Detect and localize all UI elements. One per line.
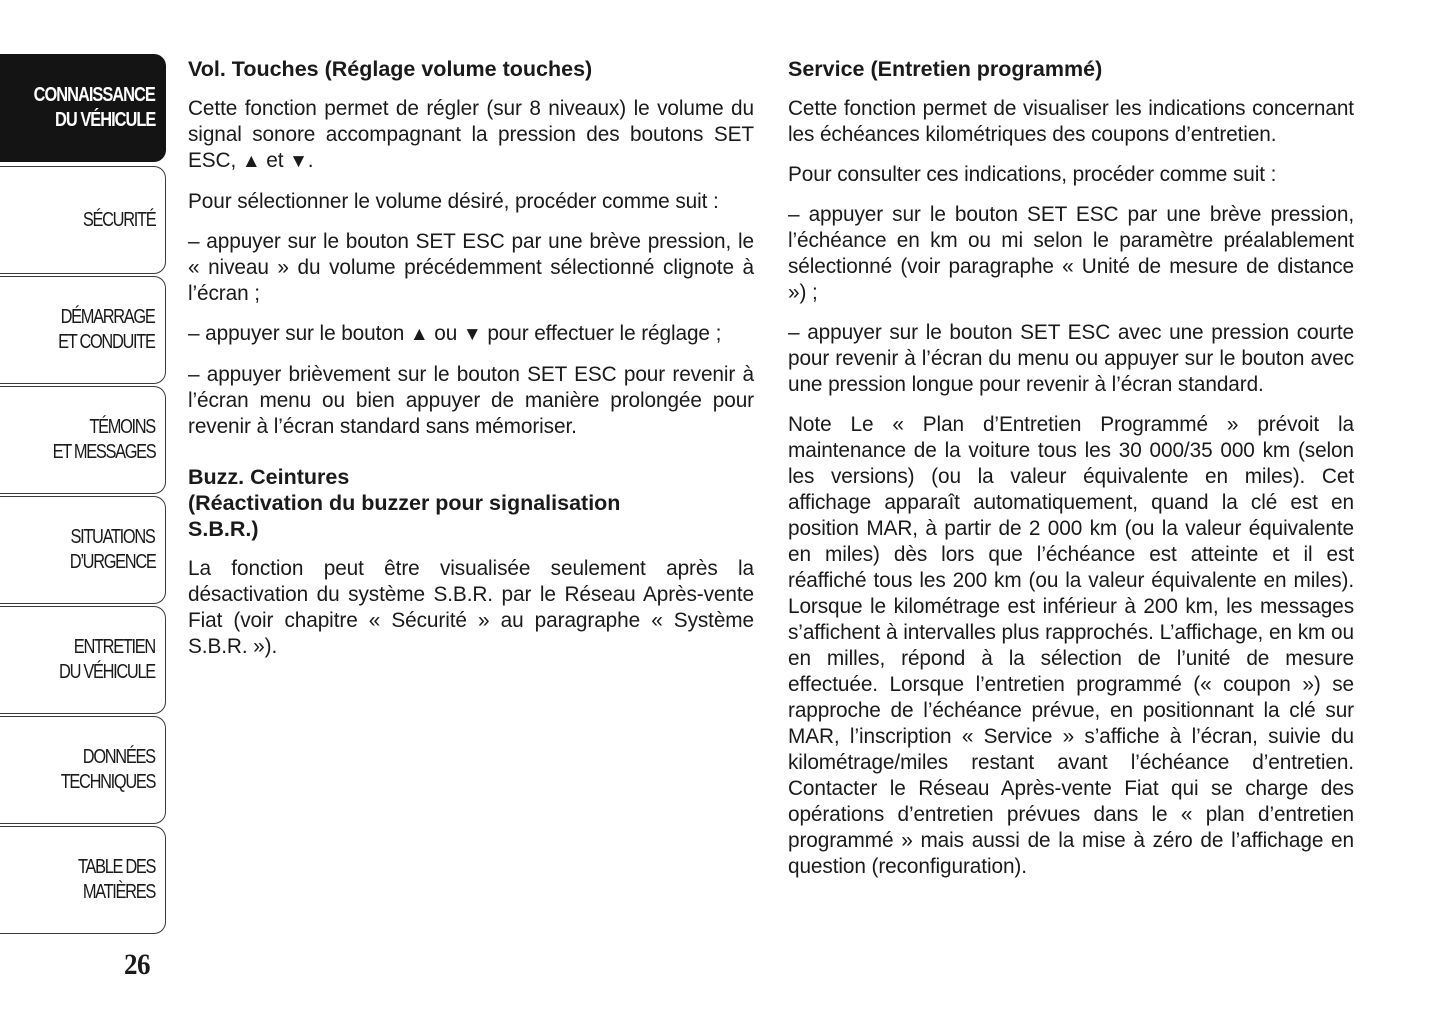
paragraph-buzz-description: La fonction peut être visualisée seulement après la désactivation du système S.B.R. par le Réseau Après-vente Fiat (voir chapitre « Sécurité » au paragraphe « Système S.B.R. »).: [188, 557, 754, 658]
tab-table-des-matieres[interactable]: [0, 826, 166, 934]
up-arrow-icon: ▲: [241, 151, 261, 172]
paragraph-step-2: [188, 321, 754, 348]
tab-situations-d-urgence[interactable]: [0, 496, 166, 604]
tab-label-line1: ENTRETIEN: [73, 636, 155, 658]
paragraph-step-2: – appuyer sur le bouton SET ESC avec une pression courte pour revenir à l’écran du menu ou appuyer sur le bouton avec une pression longue pour revenir à l’écran standard.: [788, 321, 1354, 396]
tab-label-line1: CONNAISSANCE: [33, 84, 155, 106]
tab-temoins-et-messages[interactable]: [0, 386, 166, 494]
tab-connaissance-du-vehicule[interactable]: [0, 54, 166, 162]
right-column: [788, 56, 1354, 894]
title-line: S.B.R.): [188, 517, 259, 541]
text: ou: [428, 322, 463, 345]
tab-label-line1: SÉCURITÉ: [82, 208, 155, 231]
section-title-buzz-ceintures: [188, 464, 754, 542]
text: .: [307, 149, 314, 172]
paragraph-step-1: – appuyer sur le bouton SET ESC par une brève pression, l’échéance en km ou mi selon le paramètre préalablement sélectionné (voir paragraphe « Unité de mesure de distance ») ;: [788, 203, 1354, 304]
tab-label-line2: ET MESSAGES: [52, 441, 155, 463]
down-arrow-icon: ▼: [289, 151, 308, 172]
left-column: [188, 56, 754, 674]
tab-donnees-techniques[interactable]: [0, 716, 166, 824]
tab-label-line1: DONNÉES: [83, 746, 155, 768]
tab-label-line2: DU VÉHICULE: [59, 661, 155, 683]
paragraph-note: Note Le « Plan d’Entretien Programmé » prévoit la maintenance de la voiture tous les 30 000/35 000 km (selon les versions) (ou la valeur équivalente en miles). Cet affichage apparaît automatiquement, quand la clé est en position MAR, à partir de 2 000 km (ou la valeur équivalente en miles) dès lors que l’échéance est atteinte et il est réaffiché tous les 200 km (ou la valeur équivalente en miles). Lorsque le kilométrage est inférieur à 200 km, les messages s’affichent à intervalles plus rapprochés. L’affichage, en km ou en milles, répond à la sélection de l’unité de mesure effectuée. Lorsque l’entretien programmé (« coupon ») se rapproche de l’échéance prévue, en positionnant la clé sur MAR, l’inscription « Service » s’affiche à l’écran, suivie du kilométrage/miles restant avant l’échéance d’entretien. Contacter le Réseau Après-vente Fiat qui se charge des opérations d’entretien prévues dans le « plan d’entretien programmé » mais aussi de la mise à zéro de l’affichage en question (reconfiguration).: [788, 413, 1354, 878]
tab-demarrage-et-conduite[interactable]: [0, 276, 166, 384]
paragraph-vol-description: [188, 96, 754, 175]
tab-label-line2: ET CONDUITE: [58, 331, 155, 353]
paragraph-service-description: Cette fonction permet de visualiser les indications concernant les échéances kilométriques des coupons d’entretien.: [788, 97, 1354, 146]
paragraph-step-3: – appuyer brièvement sur le bouton SET ESC pour revenir à l’écran menu ou bien appuyer de manière prolongée pour revenir à l’écran standard sans mémoriser.: [188, 363, 754, 438]
title-line: Buzz. Ceintures: [188, 465, 350, 489]
paragraph-step-1: – appuyer sur le bouton SET ESC par une brève pression, le « niveau » du volume précédemment sélectionné clignote à l’écran ;: [188, 230, 754, 305]
tab-label-line1: SITUATIONS: [70, 526, 155, 548]
page-number: 26: [124, 948, 151, 981]
text: Cette fonction permet de régler (sur 8 niveaux) le volume du signal sonore accompagnant la pression des boutons SET ESC,: [188, 97, 754, 172]
tab-entretien-du-vehicule[interactable]: [0, 606, 166, 714]
tab-label-line1: TABLE DES: [77, 856, 155, 878]
paragraph-procedure-intro: Pour consulter ces indications, procéder comme suit :: [788, 163, 1277, 186]
tab-securite[interactable]: [0, 166, 166, 274]
tab-label-line1: DÉMARRAGE: [61, 306, 155, 328]
text: pour effectuer le réglage ;: [481, 322, 722, 345]
section-title-service: Service (Entretien programmé): [788, 57, 1103, 81]
tab-label-line2: D’URGENCE: [69, 551, 155, 573]
tab-label-line2: TECHNIQUES: [60, 771, 155, 793]
down-arrow-icon: ▼: [462, 324, 482, 345]
up-arrow-icon: ▲: [409, 324, 429, 345]
text: et: [260, 149, 290, 172]
title-line: (Réactivation du buzzer pour signalisation: [188, 491, 621, 515]
paragraph-procedure-intro: Pour sélectionner le volume désiré, procéder comme suit :: [188, 190, 719, 213]
text: – appuyer sur le bouton: [188, 322, 410, 345]
tab-label-line1: TÉMOINS: [89, 416, 155, 438]
section-title-vol-touches: Vol. Touches (Réglage volume touches): [188, 57, 593, 81]
tab-label-line2: MATIÈRES: [82, 881, 155, 903]
tab-label-line2: DU VÉHICULE: [54, 109, 155, 131]
